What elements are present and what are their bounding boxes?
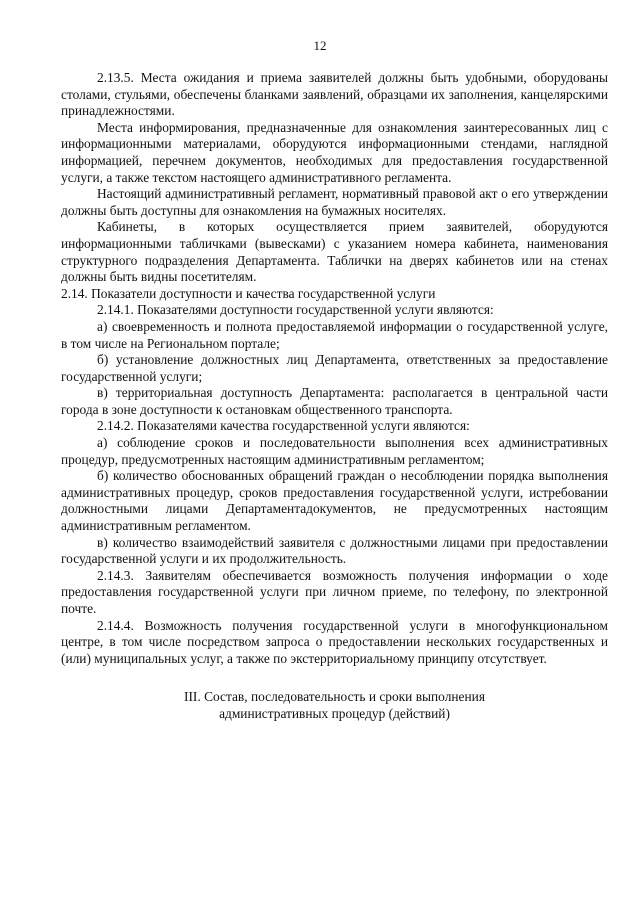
list-item-a-quality: а) соблюдение сроков и последовательности выполнения всех административных процедур, предусмотренных настоящим административным регламентом;	[61, 435, 608, 467]
document-body	[61, 70, 608, 723]
paragraph-2-14-1: 2.14.1. Показателями доступности государственной услуги являются:	[97, 302, 494, 318]
section-heading-III	[61, 689, 608, 722]
list-item-a-accessibility: а) своевременность и полнота предоставляемой информации о государственной услуге, в том числе на Региональном портале;	[61, 318, 608, 351]
paragraph-2-14-4: 2.14.4. Возможность получения государственной услуги в многофункциональном центре, в том числе посредством запроса о предоставлении нескольких государственных и (или) муниципальных услуг, а также по экстерриториальному принципу отсутствует.	[61, 617, 608, 666]
list-item-b-quality: б) количество обоснованных обращений граждан о несоблюдении порядка выполнения административных процедур, сроков предоставления государственной услуги, истребовании должностными лицами Департаментадокументов, не предусмотренных настоящим административным регламентом.	[61, 468, 608, 534]
section-heading-III-line2: административных процедур (действий)	[219, 705, 450, 721]
paragraph-2-14-3: 2.14.3. Заявителям обеспечивается возможность получения информации о ходе предоставления государственной услуги при личном приеме, по телефону, по электронной почте.	[61, 567, 608, 616]
list-item-v-quality: в) количество взаимодействий заявителя с должностными лицами при предоставлении государственной услуги и их продолжительность.	[61, 534, 608, 567]
paragraph-regulation-access: Настоящий административный регламент, нормативный правовой акт о его утверждении должны быть доступны для ознакомления на бумажных носителях.	[61, 186, 608, 218]
paragraph-2-13-5: 2.13.5. Места ожидания и приема заявителей должны быть удобными, оборудованы столами, стульями, обеспечены бланками заявлений, образцами их заполнения, канцелярскими принадлежностями.	[61, 70, 608, 119]
paragraph-2-14-2: 2.14.2. Показателями качества государственной услуги являются:	[97, 418, 470, 434]
section-heading-III-line1: III. Состав, последовательность и сроки выполнения	[184, 689, 485, 705]
list-item-b-accessibility: б) установление должностных лиц Департамента, ответственных за предоставление государственной услуги;	[61, 352, 608, 384]
section-heading-2-14: 2.14. Показатели доступности и качества государственной услуги	[61, 285, 436, 301]
page-number: 12	[313, 38, 327, 53]
paragraph-cabinets: Кабинеты, в которых осуществляется прием заявителей, оборудуются информационными табличками (вывесками) с указанием номера кабинета, наименования структурного подразделения Департамента. Таблички на дверях кабинетов или на стенах должны быть видны посетителям.	[61, 219, 608, 285]
paragraph-info-places: Места информирования, предназначенные для ознакомления заинтересованных лиц с информационными материалами, оборудуются информационными стендами, наглядной информацией, перечнем документов, необходимых для предоставления государственной услуги, а также текстом настоящего административного регламента.	[61, 119, 608, 185]
list-item-v-accessibility: в) территориальная доступность Департамента: располагается в центральной части города в зоне доступности к остановкам общественного транспорта.	[61, 385, 608, 417]
